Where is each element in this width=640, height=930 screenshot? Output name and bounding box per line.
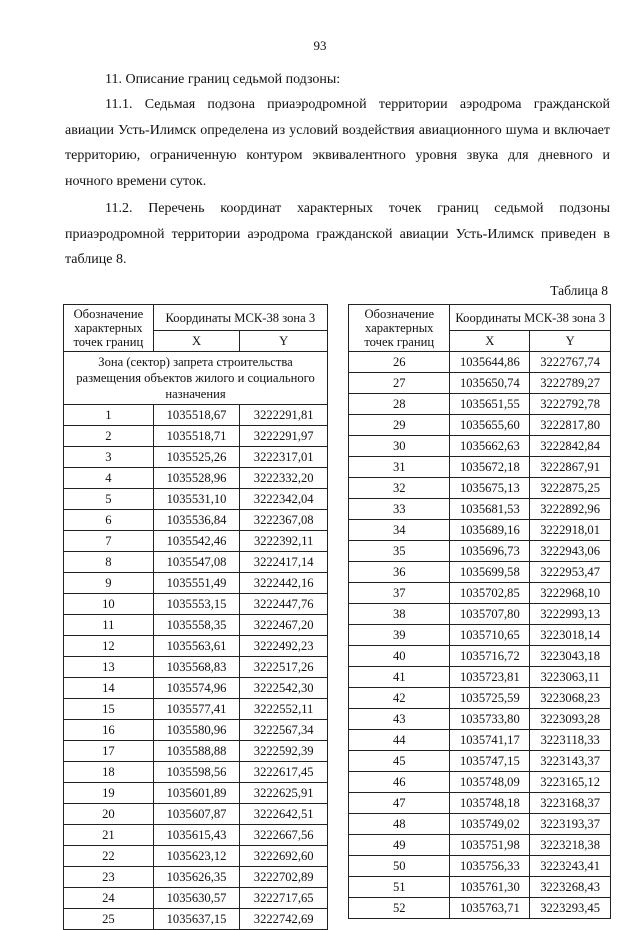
- table-row: [349, 835, 611, 856]
- x-value: 1035577,41: [153, 699, 240, 720]
- table-row: [349, 604, 611, 625]
- point-number: 36: [349, 562, 450, 583]
- point-number: 17: [64, 741, 154, 762]
- x-value: 1035568,83: [153, 657, 240, 678]
- x-value: 1035651,55: [450, 394, 530, 415]
- zone-label: Зона (сектор) запрета строительства размещения объектов жилого и социального назначения: [64, 352, 328, 405]
- x-value: 1035702,85: [450, 583, 530, 604]
- col-header-x: X: [153, 331, 240, 352]
- table-row: [349, 520, 611, 541]
- table-row: [349, 793, 611, 814]
- y-value: 3222542,30: [240, 678, 328, 699]
- point-number: 20: [64, 804, 154, 825]
- y-value: 3223293,45: [530, 898, 611, 919]
- table-row: [349, 625, 611, 646]
- point-number: 6: [64, 510, 154, 531]
- table-row: [349, 667, 611, 688]
- table-row: [64, 825, 328, 846]
- y-value: 3222892,96: [530, 499, 611, 520]
- y-value: 3222842,84: [530, 436, 611, 457]
- x-value: 1035630,57: [153, 888, 240, 909]
- y-value: 3223168,37: [530, 793, 611, 814]
- x-value: 1035675,13: [450, 478, 530, 499]
- x-value: 1035623,12: [153, 846, 240, 867]
- table-row: [349, 646, 611, 667]
- y-value: 3222742,69: [240, 909, 328, 930]
- point-number: 1: [64, 405, 154, 426]
- y-value: 3222943,06: [530, 541, 611, 562]
- x-value: 1035723,81: [450, 667, 530, 688]
- x-value: 1035536,84: [153, 510, 240, 531]
- point-number: 18: [64, 762, 154, 783]
- x-value: 1035689,16: [450, 520, 530, 541]
- point-number: 41: [349, 667, 450, 688]
- x-value: 1035547,08: [153, 552, 240, 573]
- y-value: 3223268,43: [530, 877, 611, 898]
- y-value: 3222789,27: [530, 373, 611, 394]
- x-value: 1035558,35: [153, 615, 240, 636]
- table-row: [64, 426, 328, 447]
- table-row: [349, 898, 611, 919]
- x-value: 1035749,02: [450, 814, 530, 835]
- y-value: 3222867,91: [530, 457, 611, 478]
- point-number: 12: [64, 636, 154, 657]
- col-header-coords: Координаты МСК-38 зона 3: [153, 305, 327, 331]
- point-number: 4: [64, 468, 154, 489]
- x-value: 1035681,53: [450, 499, 530, 520]
- y-value: 3222617,45: [240, 762, 328, 783]
- point-number: 5: [64, 489, 154, 510]
- table-row: [64, 468, 328, 489]
- table-row: [349, 352, 611, 373]
- paragraph-11-2: 11.2. Перечень координат характерных точек границ седьмой подзоны приаэродромной территории аэродрома гражданской авиации Усть-Илимск приведен в таблице 8.: [65, 201, 610, 267]
- y-value: 3222918,01: [530, 520, 611, 541]
- x-value: 1035655,60: [450, 415, 530, 436]
- y-value: 3223165,12: [530, 772, 611, 793]
- x-value: 1035763,71: [450, 898, 530, 919]
- y-value: 3222625,91: [240, 783, 328, 804]
- x-value: 1035716,72: [450, 646, 530, 667]
- section-heading: 11. Описание границ седьмой подзоны:: [105, 72, 341, 87]
- x-value: 1035615,43: [153, 825, 240, 846]
- point-number: 23: [64, 867, 154, 888]
- y-value: 3222367,08: [240, 510, 328, 531]
- x-value: 1035733,80: [450, 709, 530, 730]
- y-value: 3222993,13: [530, 604, 611, 625]
- table-row: [349, 457, 611, 478]
- point-number: 11: [64, 615, 154, 636]
- x-value: 1035710,65: [450, 625, 530, 646]
- table-row: [349, 478, 611, 499]
- y-value: 3222667,56: [240, 825, 328, 846]
- left-table-body: [64, 405, 328, 930]
- y-value: 3223063,11: [530, 667, 611, 688]
- table-row: [349, 541, 611, 562]
- point-number: 34: [349, 520, 450, 541]
- y-value: 3223243,41: [530, 856, 611, 877]
- table-row: [64, 888, 328, 909]
- y-value: 3223218,38: [530, 835, 611, 856]
- y-value: 3222291,81: [240, 405, 328, 426]
- right-table-body: [349, 352, 611, 919]
- point-number: 22: [64, 846, 154, 867]
- table-row: [349, 415, 611, 436]
- y-value: 3222692,60: [240, 846, 328, 867]
- y-value: 3222567,34: [240, 720, 328, 741]
- y-value: 3223118,33: [530, 730, 611, 751]
- point-number: 45: [349, 751, 450, 772]
- table-row: [64, 447, 328, 468]
- table-row: [349, 709, 611, 730]
- x-value: 1035725,59: [450, 688, 530, 709]
- table-row: [64, 405, 328, 426]
- table-row: [64, 846, 328, 867]
- y-value: 3223043,18: [530, 646, 611, 667]
- table-row: [349, 583, 611, 604]
- x-value: 1035553,15: [153, 594, 240, 615]
- x-value: 1035518,67: [153, 405, 240, 426]
- y-value: 3222492,23: [240, 636, 328, 657]
- point-number: 27: [349, 373, 450, 394]
- x-value: 1035741,17: [450, 730, 530, 751]
- point-number: 9: [64, 573, 154, 594]
- x-value: 1035518,71: [153, 426, 240, 447]
- y-value: 3223193,37: [530, 814, 611, 835]
- table-row: [64, 699, 328, 720]
- y-value: 3222447,76: [240, 594, 328, 615]
- table-row: [349, 814, 611, 835]
- x-value: 1035574,96: [153, 678, 240, 699]
- table-caption: Таблица 8: [550, 283, 608, 298]
- table-row: [349, 394, 611, 415]
- y-value: 3222817,80: [530, 415, 611, 436]
- x-value: 1035525,26: [153, 447, 240, 468]
- point-number: 50: [349, 856, 450, 877]
- point-number: 25: [64, 909, 154, 930]
- x-value: 1035761,30: [450, 877, 530, 898]
- x-value: 1035598,56: [153, 762, 240, 783]
- table-row: [349, 436, 611, 457]
- y-value: 3222317,01: [240, 447, 328, 468]
- y-value: 3222968,10: [530, 583, 611, 604]
- table-row: [64, 636, 328, 657]
- paragraph-11-1: 11.1. Седьмая подзона приаэродромной территории аэродрома гражданской авиации Усть-Илимск определена из условий воздействия авиационного шума и включает территорию, ограниченную контуром эквивалентного уровня звука для дневного и ночного времени суток.: [65, 97, 610, 189]
- point-number: 28: [349, 394, 450, 415]
- col-header-point: Обозначение характерных точек границ: [349, 305, 450, 352]
- table-row: [64, 783, 328, 804]
- x-value: 1035748,18: [450, 793, 530, 814]
- x-value: 1035644,86: [450, 352, 530, 373]
- point-number: 51: [349, 877, 450, 898]
- y-value: 3222792,78: [530, 394, 611, 415]
- table-row: [64, 909, 328, 930]
- point-number: 35: [349, 541, 450, 562]
- point-number: 26: [349, 352, 450, 373]
- point-number: 39: [349, 625, 450, 646]
- y-value: 3222332,20: [240, 468, 328, 489]
- y-value: 3222875,25: [530, 478, 611, 499]
- point-number: 21: [64, 825, 154, 846]
- y-value: 3222467,20: [240, 615, 328, 636]
- point-number: 15: [64, 699, 154, 720]
- point-number: 13: [64, 657, 154, 678]
- point-number: 14: [64, 678, 154, 699]
- point-number: 38: [349, 604, 450, 625]
- y-value: 3222702,89: [240, 867, 328, 888]
- point-number: 33: [349, 499, 450, 520]
- x-value: 1035588,88: [153, 741, 240, 762]
- coordinates-table-left: [63, 304, 328, 930]
- col-header-point: Обозначение характерных точек границ: [64, 305, 154, 352]
- y-value: 3223018,14: [530, 625, 611, 646]
- x-value: 1035747,15: [450, 751, 530, 772]
- point-number: 16: [64, 720, 154, 741]
- table-row: [349, 688, 611, 709]
- table-row: [349, 562, 611, 583]
- y-value: 3222953,47: [530, 562, 611, 583]
- point-number: 44: [349, 730, 450, 751]
- table-row: [349, 373, 611, 394]
- table-row: [64, 573, 328, 594]
- table-row: [64, 762, 328, 783]
- table-row: [64, 552, 328, 573]
- x-value: 1035528,96: [153, 468, 240, 489]
- point-number: 24: [64, 888, 154, 909]
- x-value: 1035626,35: [153, 867, 240, 888]
- x-value: 1035707,80: [450, 604, 530, 625]
- col-header-x: X: [450, 331, 530, 352]
- table-row: [64, 489, 328, 510]
- point-number: 48: [349, 814, 450, 835]
- table-row: [349, 877, 611, 898]
- point-number: 42: [349, 688, 450, 709]
- table-row: [64, 657, 328, 678]
- table-row: [64, 720, 328, 741]
- y-value: 3222291,97: [240, 426, 328, 447]
- point-number: 30: [349, 436, 450, 457]
- y-value: 3222642,51: [240, 804, 328, 825]
- x-value: 1035650,74: [450, 373, 530, 394]
- x-value: 1035756,33: [450, 856, 530, 877]
- point-number: 47: [349, 793, 450, 814]
- point-number: 40: [349, 646, 450, 667]
- point-number: 37: [349, 583, 450, 604]
- y-value: 3222342,04: [240, 489, 328, 510]
- y-value: 3223068,23: [530, 688, 611, 709]
- y-value: 3222592,39: [240, 741, 328, 762]
- point-number: 3: [64, 447, 154, 468]
- y-value: 3223093,28: [530, 709, 611, 730]
- table-row: [349, 499, 611, 520]
- x-value: 1035607,87: [153, 804, 240, 825]
- point-number: 29: [349, 415, 450, 436]
- col-header-y: Y: [530, 331, 611, 352]
- table-row: [64, 867, 328, 888]
- point-number: 32: [349, 478, 450, 499]
- table-row: [349, 730, 611, 751]
- table-row: [64, 531, 328, 552]
- y-value: 3222717,65: [240, 888, 328, 909]
- y-value: 3222767,74: [530, 352, 611, 373]
- x-value: 1035563,61: [153, 636, 240, 657]
- x-value: 1035699,58: [450, 562, 530, 583]
- x-value: 1035672,18: [450, 457, 530, 478]
- table-row: [349, 772, 611, 793]
- point-number: 49: [349, 835, 450, 856]
- x-value: 1035601,89: [153, 783, 240, 804]
- point-number: 52: [349, 898, 450, 919]
- x-value: 1035637,15: [153, 909, 240, 930]
- y-value: 3222552,11: [240, 699, 328, 720]
- table-row: [64, 594, 328, 615]
- point-number: 46: [349, 772, 450, 793]
- x-value: 1035662,63: [450, 436, 530, 457]
- x-value: 1035696,73: [450, 541, 530, 562]
- point-number: 31: [349, 457, 450, 478]
- table-row: [64, 510, 328, 531]
- x-value: 1035531,10: [153, 489, 240, 510]
- x-value: 1035542,46: [153, 531, 240, 552]
- table-row: [64, 804, 328, 825]
- table-row: [64, 741, 328, 762]
- x-value: 1035580,96: [153, 720, 240, 741]
- point-number: 8: [64, 552, 154, 573]
- table-row: [349, 751, 611, 772]
- point-number: 19: [64, 783, 154, 804]
- x-value: 1035551,49: [153, 573, 240, 594]
- x-value: 1035751,98: [450, 835, 530, 856]
- y-value: 3223143,37: [530, 751, 611, 772]
- y-value: 3222517,26: [240, 657, 328, 678]
- point-number: 2: [64, 426, 154, 447]
- y-value: 3222417,14: [240, 552, 328, 573]
- x-value: 1035748,09: [450, 772, 530, 793]
- y-value: 3222392,11: [240, 531, 328, 552]
- coordinates-table-right: [348, 304, 611, 919]
- page-number: 93: [313, 38, 327, 53]
- table-row: [64, 678, 328, 699]
- point-number: 7: [64, 531, 154, 552]
- table-row: [349, 856, 611, 877]
- point-number: 43: [349, 709, 450, 730]
- point-number: 10: [64, 594, 154, 615]
- table-row: [64, 615, 328, 636]
- col-header-coords: Координаты МСК-38 зона 3: [450, 305, 611, 331]
- col-header-y: Y: [240, 331, 328, 352]
- y-value: 3222442,16: [240, 573, 328, 594]
